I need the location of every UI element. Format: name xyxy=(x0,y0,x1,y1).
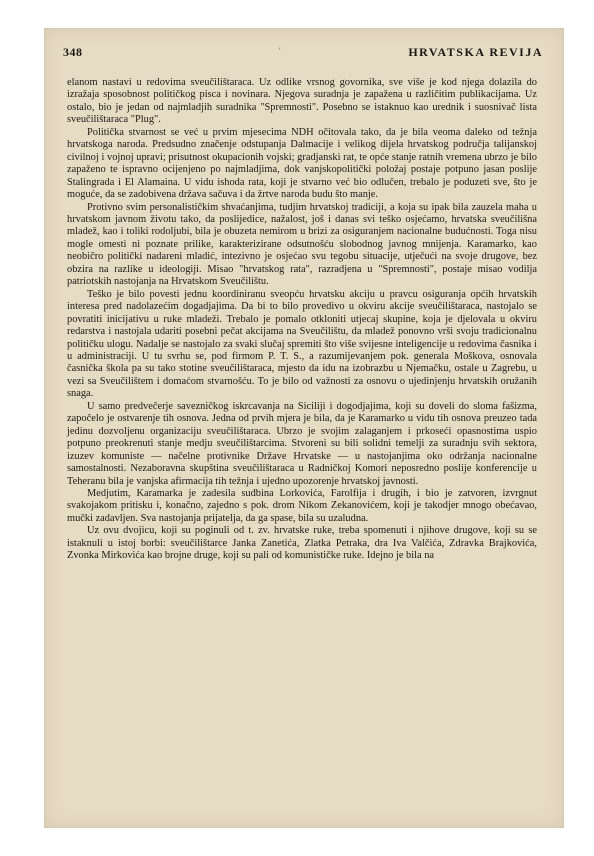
paragraph: U samo predvečerje savezničkog iskrcavanja na Siciliji i dogodjajima, koji su doveli do sloma fašizma, započelo je ostvarenje tih osnova. Jedna od prvih mjera je bila, da je Karamarko u vidu tih osnova preuzeo tada jedinu dozvoljenu organizaciju sveučilištaraca. Ubrzo je svojim zalaganjem i prkoseći opasnostima uspio potpuno preokrenuti stanje medju sveučilištarcima. Stvoreni su bili solidni temelji za suradnju svih sektora, izuzev komuniste — načelne protivnike Države Hrvatske — u nastojanjima oko održanja nacionalne samostalnosti. Nezaboravna skupština sveučilištaraca u Radničkoj Komori neposredno poslije konferencije u Teheranu bila je vanjska afirmacija tih težnja i ujedno upozorenje hrvatskoj javnosti. xyxy=(67,400,537,487)
journal-title: HRVATSKA REVIJA xyxy=(408,45,543,59)
article-body xyxy=(67,77,537,563)
paragraph: Protivno svim personalističkim shvaćanjima, tudjim hrvatskoj tradiciji, a koja su ipak bila zauzela maha u hrvatskom javnom životu tako, da poslijedice, nažalost, još i danas svi teško osjećamo, hrvatska sveučilišna mladež, kao i toliki rodoljubi, bila je obuzeta nemirom u brizi za osiguranjem nacionalne budućnosti. Toga nisu mogle omesti ni poznate prilike, karakterizirane odsutnošću slobodnog javnog mnijenja. Karamarko, kao neobičro politički nadareni mladić, intezivno je osjećao svu tegobu situacije, utječući na svoje drugove, bez obzira na razlike u ideologiji. Misao "hrvatskog rata", razradjena u "Spremnosti", postaje misao vodilja patriotskih nastojanja na Hrvatskom Sveučilištu. xyxy=(67,201,537,288)
center-print-mark: ' xyxy=(279,46,282,56)
paragraph: Medjutim, Karamarka je zadesila sudbina Lorkovića, Farolfija i drugih, i bio je zatvoren, izvrgnut svakojakom pritisku i, konačno, zajedno s pok. drom Nikom Zekanovićem, koji je takodjer mnogo obećavao, mučki zadavljen. Sva nastojanja prijatelja, da ga spase, bila su uzaludna. xyxy=(67,487,537,524)
page-number: 348 xyxy=(63,45,83,59)
book-page xyxy=(44,28,564,828)
paragraph: Teško je bilo povesti jednu koordiniranu sveopću hrvatsku akciju u pravcu osiguranja općih hrvatskih interesa pred nadolazećim dogadjajima. Da bi to bilo provedivo u okviru akcije sveučilištaraca, nastojalo se povratiti inicijativu u ruke mladeži. Trebalo je pomalo otkloniti utjecaj skupine, koja je djelovala u okviru redarstva i nastojala udariti posebni pečat akcijama na Sveučilištu, da mladež ponovno vrši svoju tradicionalnu političku ulogu. Nadalje se nastojalo za svaki slučaj spremiti što više svijesne inteligencije u redovima časnika i u administraciji. U tu svrhu se, pod firmom P. T. S., a razumijevanjem pok. generala Moškova, osnovala časnička škola pa su tako stotine sveučilištaraca, mjesto da idu na izobrazbu u Njemačku, ostale u Zagrebu, u vezi sa Sveučilištem i domaćom stvarnošću. To je bilo od važnosti za osnovu o ujedinjenju hrvatskih oružanih snaga. xyxy=(67,288,537,400)
paragraph: Politička stvarnost se već u prvim mjesecima NDH očitovala tako, da je bila veoma daleko od težnja hrvatskoga naroda. Predsudno značenje odstupanja Dalmacije i velikog dijela hrvatskog područja talijanskoj civilnoj i vojnoj upravi; prisutnost okupacionih vojski; gradjanski rat, te opće stanje ratnih vremena ubrzo je bilo zapaženo te ispravno ocijenjeno po najmladjima, dok vanjskopolitički položaj postaje potpuno jasan poslije Stalingrada i El Alamaina. U vidu ishoda rata, koji je stvarno već bio odlučen, trebalo je poduzeti sve, što je moguće, da se zadobivena država sačuva i da žrtve naroda budu što manje. xyxy=(67,126,537,201)
paragraph: Uz ovu dvojicu, koji su poginuli od t. zv. hrvatske ruke, treba spomenuti i njihove drugove, koji su se istaknuli u istoj borbi: sveučilištarce Janka Zanetića, Zlatka Petraka, dra Iva Valčića, Zdravka Brajkovića, Zvonka Mirkovića kao brojne druge, koji su pali od komunističke ruke. Idejno je bila na xyxy=(67,525,537,562)
running-header xyxy=(63,45,543,61)
paragraph: elanom nastavi u redovima sveučilištaraca. Uz odlike vrsnog govornika, sve više je kod njega dolazila do izražaja sposobnost političkog pisca i novinara. Njegova suradnja je zapažena u različitim publikacijama. Uz ostalo, bio je jedan od najmladjih suradnika "Spremnosti". Posebno se istaknuo kao urednik i suosnivač lista sveučilištaraca "Plug". xyxy=(67,77,537,126)
